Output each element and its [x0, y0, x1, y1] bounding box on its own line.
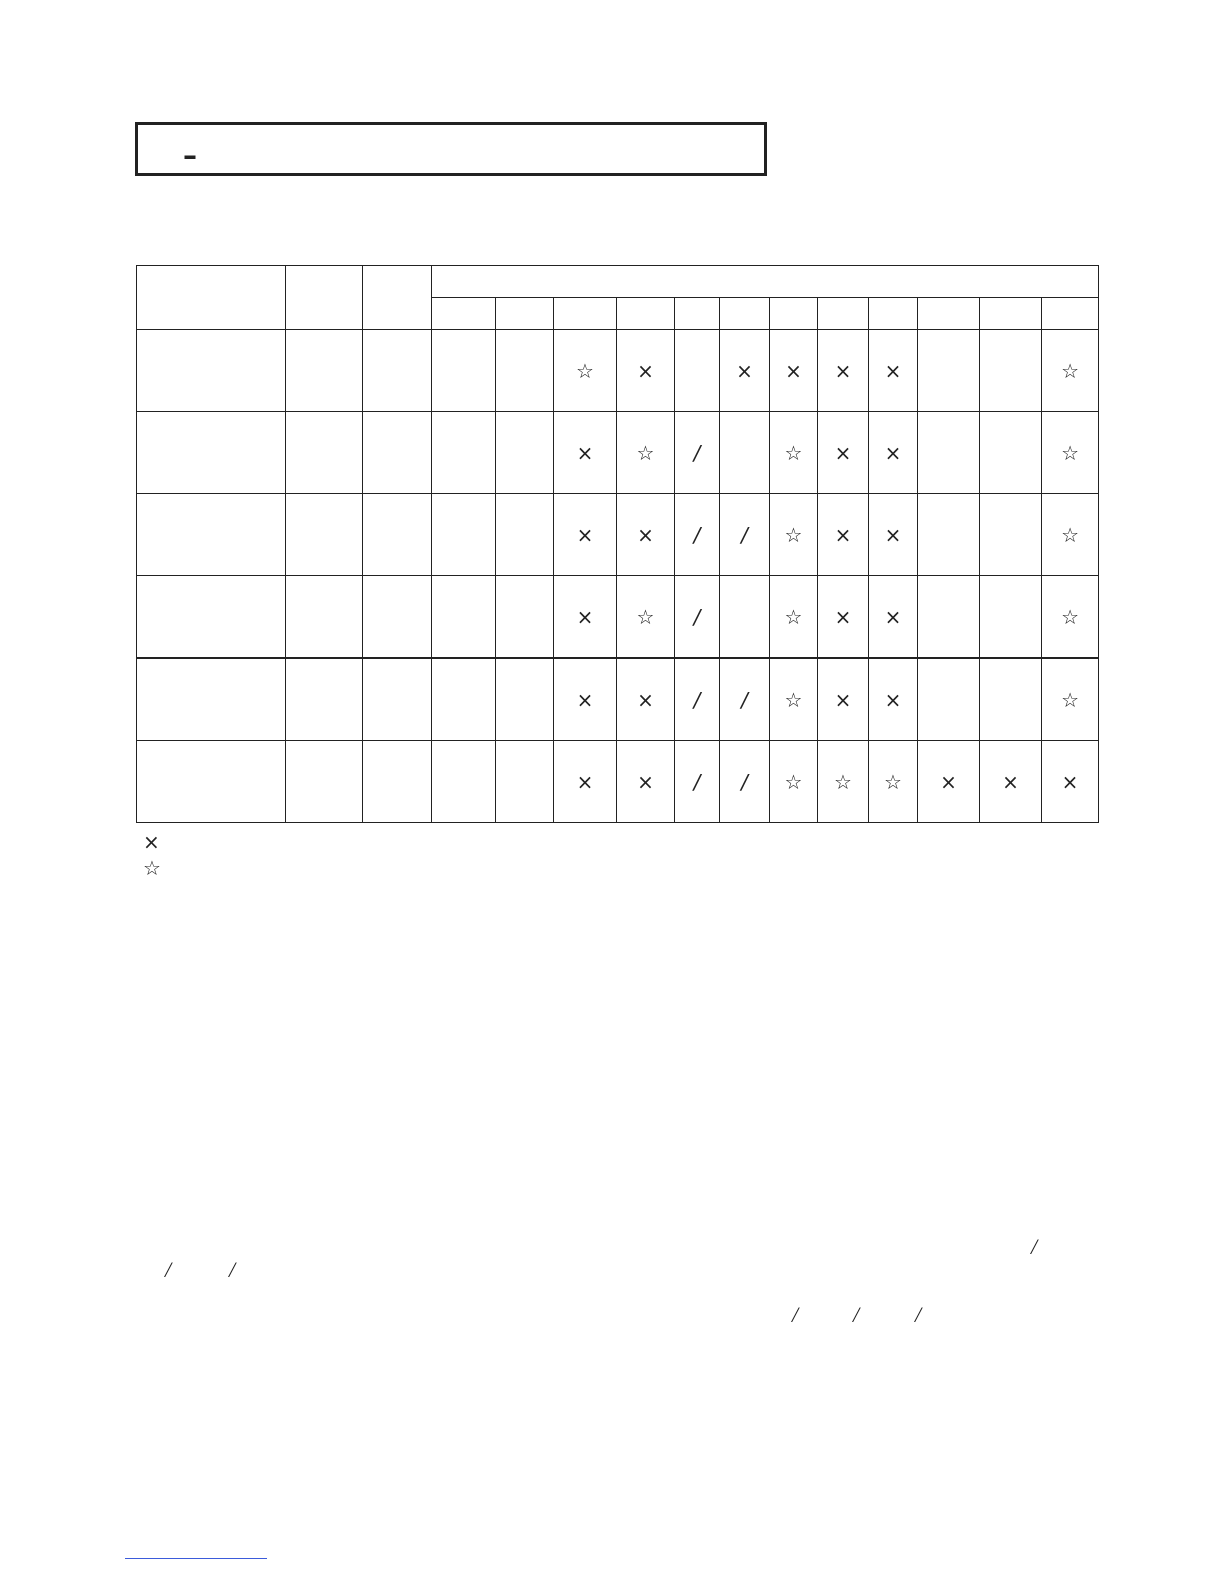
table-cell: ☆ [770, 741, 818, 823]
legend-star-symbol: ☆ [143, 856, 161, 880]
data-table [136, 265, 1099, 823]
text-slash: / [229, 1257, 236, 1282]
table-cell [286, 741, 363, 823]
table-cell [363, 576, 432, 659]
table-cell [137, 330, 286, 412]
header-cell [869, 298, 918, 330]
table-cell: × [869, 658, 918, 741]
header-cell [818, 298, 869, 330]
table-cell: × [818, 330, 869, 412]
table-row [137, 658, 1099, 741]
table-cell [363, 658, 432, 741]
header-cell [980, 298, 1042, 330]
table-cell [432, 741, 496, 823]
table-cell [720, 576, 770, 659]
table-cell [980, 412, 1042, 494]
table-cell: × [818, 494, 869, 576]
table-cell [363, 412, 432, 494]
table-cell: ☆ [770, 658, 818, 741]
table-cell: ☆ [818, 741, 869, 823]
table-cell: × [554, 412, 617, 494]
table-cell [432, 494, 496, 576]
table-row [137, 576, 1099, 659]
table-cell: ☆ [1042, 412, 1099, 494]
header-cell [918, 298, 980, 330]
table-cell [918, 330, 980, 412]
table-cell: ☆ [1042, 658, 1099, 741]
table-cell [980, 658, 1042, 741]
header-cell [1042, 298, 1099, 330]
table-cell [918, 658, 980, 741]
table-cell: × [770, 330, 818, 412]
title-box [135, 122, 767, 176]
table-cell [496, 330, 554, 412]
table-cell: / [675, 658, 720, 741]
table-cell: × [720, 330, 770, 412]
table-cell [432, 412, 496, 494]
table-cell: × [554, 576, 617, 659]
header-cell [137, 266, 286, 330]
text-slash: / [165, 1257, 172, 1282]
table-cell: / [720, 658, 770, 741]
table-cell: / [675, 576, 720, 659]
header-cell [675, 298, 720, 330]
text-slash: / [792, 1302, 799, 1327]
table-cell: × [869, 494, 918, 576]
title-dash: – [183, 139, 197, 172]
table-cell: ☆ [1042, 576, 1099, 659]
text-slash: / [915, 1302, 922, 1327]
table-cell [286, 330, 363, 412]
table-cell: × [617, 658, 675, 741]
table-cell [675, 330, 720, 412]
table-cell: × [554, 741, 617, 823]
table-cell: / [720, 741, 770, 823]
table-cell: / [720, 494, 770, 576]
table-cell [432, 658, 496, 741]
table-cell: ☆ [770, 576, 818, 659]
header-cell [432, 298, 496, 330]
table-cell [286, 494, 363, 576]
table-cell: × [818, 658, 869, 741]
header-cell [554, 298, 617, 330]
table-cell: × [617, 330, 675, 412]
table-cell: × [617, 741, 675, 823]
table-cell [918, 576, 980, 659]
table-cell [137, 576, 286, 659]
header-cell [770, 298, 818, 330]
table-cell [720, 412, 770, 494]
table-cell [137, 494, 286, 576]
table-cell: / [675, 494, 720, 576]
text-slash: / [853, 1302, 860, 1327]
header-group-cell [432, 266, 1099, 298]
table-cell [137, 741, 286, 823]
table-cell: ☆ [1042, 330, 1099, 412]
table-cell [286, 658, 363, 741]
table-cell: × [818, 576, 869, 659]
table-cell: ☆ [617, 576, 675, 659]
table-cell: / [675, 741, 720, 823]
table-cell [980, 576, 1042, 659]
table-cell: ☆ [869, 741, 918, 823]
table-cell: × [869, 412, 918, 494]
table-cell [496, 412, 554, 494]
table-cell [980, 494, 1042, 576]
table-cell [363, 741, 432, 823]
table-cell: ☆ [554, 330, 617, 412]
table-cell [137, 658, 286, 741]
table-cell [496, 658, 554, 741]
legend-cross-symbol: × [143, 830, 160, 854]
header-cell [496, 298, 554, 330]
header-cell [720, 298, 770, 330]
table-cell: × [869, 330, 918, 412]
header-row-1 [137, 266, 1099, 298]
table-cell: × [554, 658, 617, 741]
header-cell [363, 266, 432, 330]
table-row [137, 330, 1099, 412]
table-cell [363, 494, 432, 576]
table-row [137, 741, 1099, 823]
table-cell [137, 412, 286, 494]
table-cell: ☆ [770, 494, 818, 576]
table-row [137, 494, 1099, 576]
table-cell: ☆ [1042, 494, 1099, 576]
table-cell [432, 576, 496, 659]
text-slash: / [1031, 1234, 1038, 1259]
table-cell: × [869, 576, 918, 659]
table-cell [496, 576, 554, 659]
table-cell: ☆ [770, 412, 818, 494]
table-row [137, 412, 1099, 494]
table-cell: × [554, 494, 617, 576]
table-cell: × [818, 412, 869, 494]
table-cell [918, 412, 980, 494]
footer-link-underline[interactable] [125, 1558, 267, 1559]
table-cell: × [918, 741, 980, 823]
table-cell: × [1042, 741, 1099, 823]
table-cell: ☆ [617, 412, 675, 494]
table-cell [496, 494, 554, 576]
table-cell [980, 330, 1042, 412]
table-cell [286, 576, 363, 659]
table-cell [363, 330, 432, 412]
table-cell: × [980, 741, 1042, 823]
table-cell [496, 741, 554, 823]
table-cell: × [617, 494, 675, 576]
header-cell [617, 298, 675, 330]
table-cell [918, 494, 980, 576]
header-cell [286, 266, 363, 330]
table-cell [286, 412, 363, 494]
table-cell [432, 330, 496, 412]
table-cell: / [675, 412, 720, 494]
